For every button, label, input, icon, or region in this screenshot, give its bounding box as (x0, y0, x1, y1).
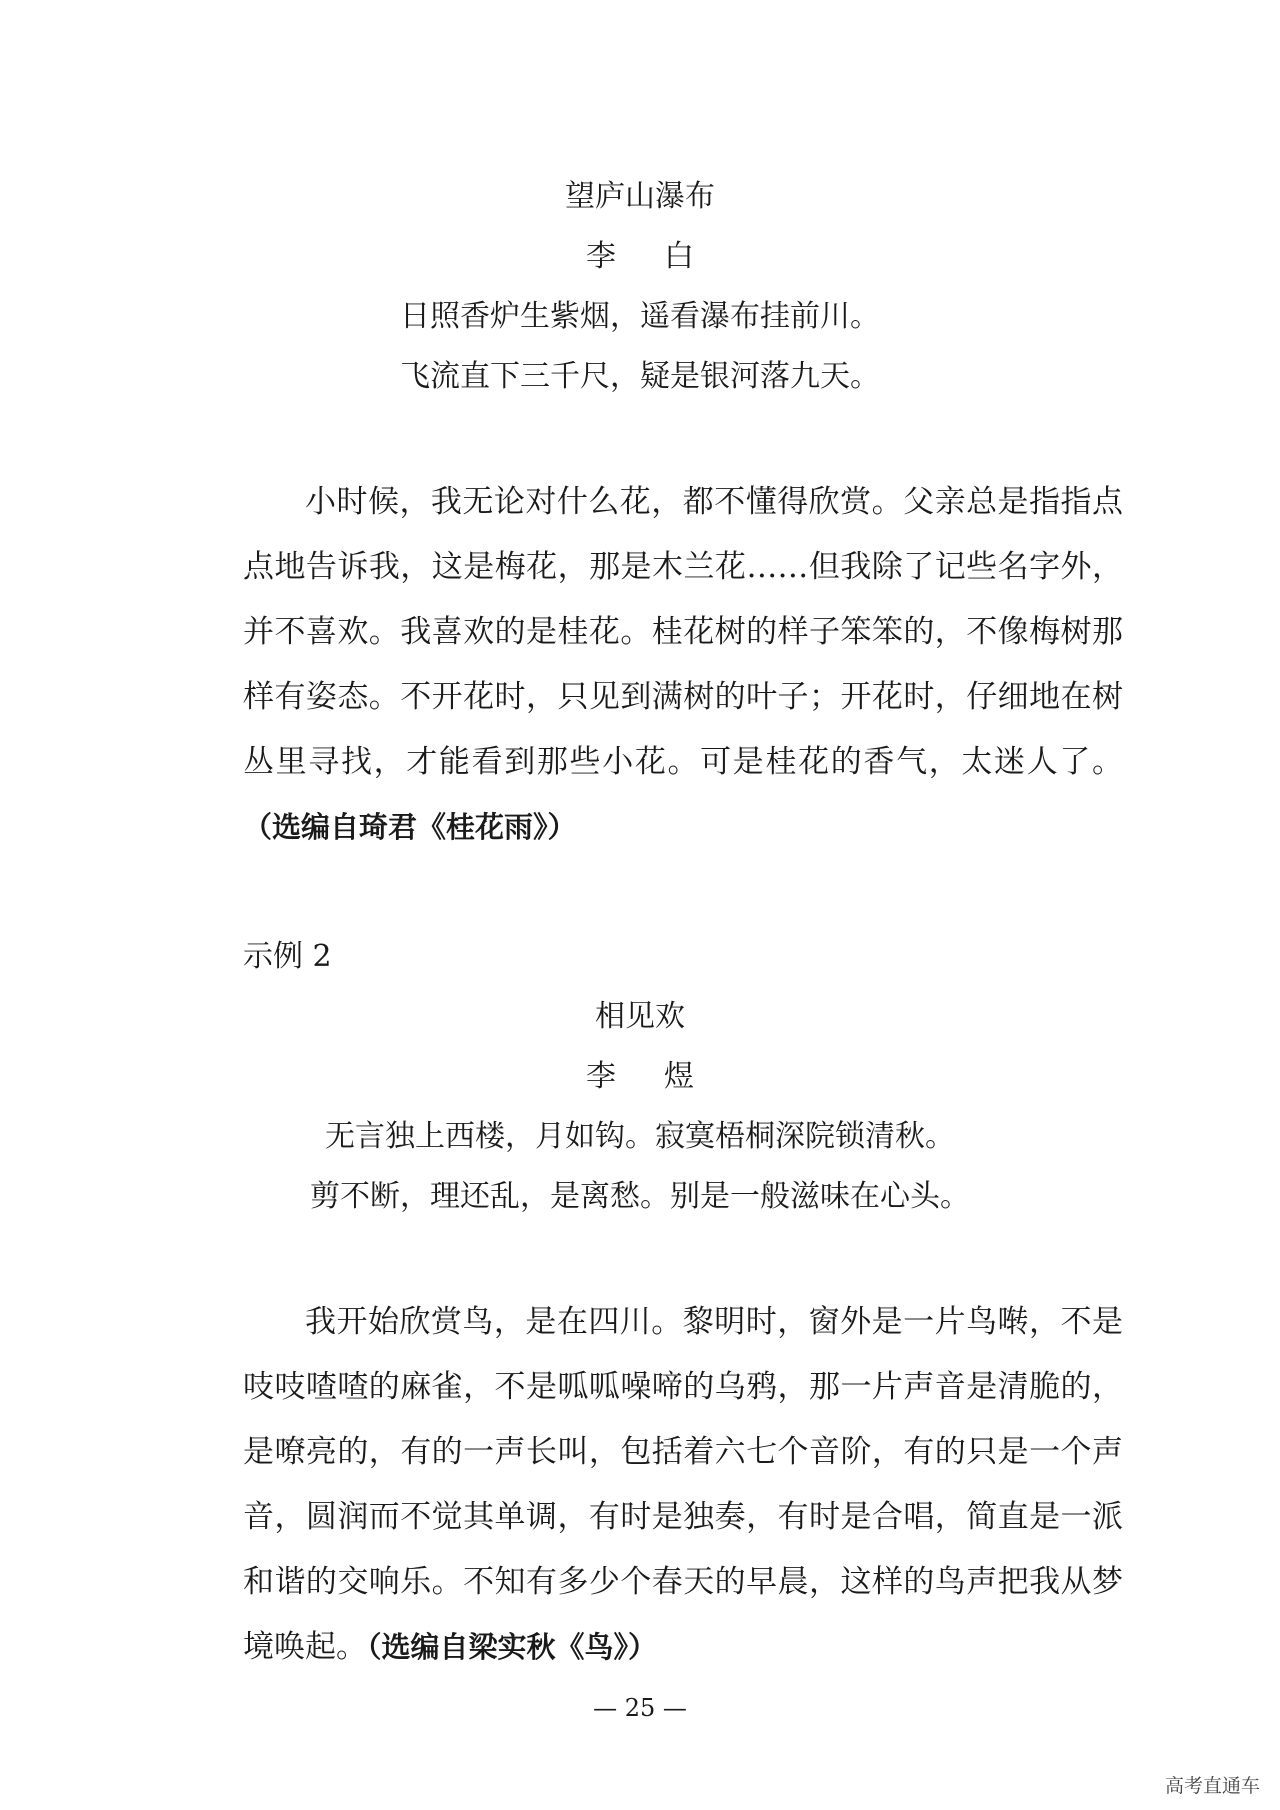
author-given-name: 煜 (664, 1059, 694, 1094)
poem-line: 飞流直下三千尺，疑是银河落九天。 (400, 359, 880, 394)
author-surname: 李 (586, 1059, 616, 1094)
watermark-text: 高考直通车 (1164, 1775, 1260, 1797)
author-surname: 李 (586, 239, 616, 274)
prose-passage (243, 470, 1123, 860)
poem-title: 相见欢 (595, 999, 685, 1034)
passage-source: （选编自梁实秋《鸟》） (367, 1630, 658, 1664)
poem-line: 日照香炉生紫烟，遥看瀑布挂前川。 (400, 299, 880, 334)
prose-passage (243, 1290, 1123, 1680)
passage-text: 我开始欣赏鸟，是在四川。黎明时，窗外是一片鸟啭，不是吱吱喳喳的麻雀，不是呱呱噪啼的乌鸦，那一片声音是清脆的，是嘹亮的，有的一声长叫，包括着六七个音阶，有的只是一个声音，圆润而不觉其单调，有时是独奏，有时是合唱，简直是一派和谐的交响乐。不知有多少个春天的早晨，这样的鸟声把我从梦境唤起。 (243, 1304, 1123, 1665)
poem-title: 望庐山瀑布 (565, 179, 715, 214)
passage-text: 小时候，我无论对什么花，都不懂得欣赏。父亲总是指指点点地告诉我，这是梅花，那是木兰花……但我除了记些名字外，并不喜欢。我喜欢的是桂花。桂花树的样子笨笨的，不像梅树那样有姿态。不开花时，只见到满树的叶子；开花时，仔细地在树丛里寻找，才能看到那些小花。可是桂花的香气，太迷人了。 (243, 484, 1123, 780)
example-label: 示例 2 (243, 939, 332, 974)
passage-source: （选编自琦君《桂花雨》） (243, 810, 577, 844)
poem-author (0, 237, 1280, 277)
poem-author (0, 1057, 1280, 1097)
poem-line: 无言独上西楼，月如钩。寂寞梧桐深院锁清秋。 (325, 1119, 955, 1154)
poem-line: 剪不断，理还乱，是离愁。别是一般滋味在心头。 (310, 1179, 970, 1214)
author-given-name: 白 (664, 239, 694, 274)
page-number: — 25 — (593, 1694, 687, 1722)
